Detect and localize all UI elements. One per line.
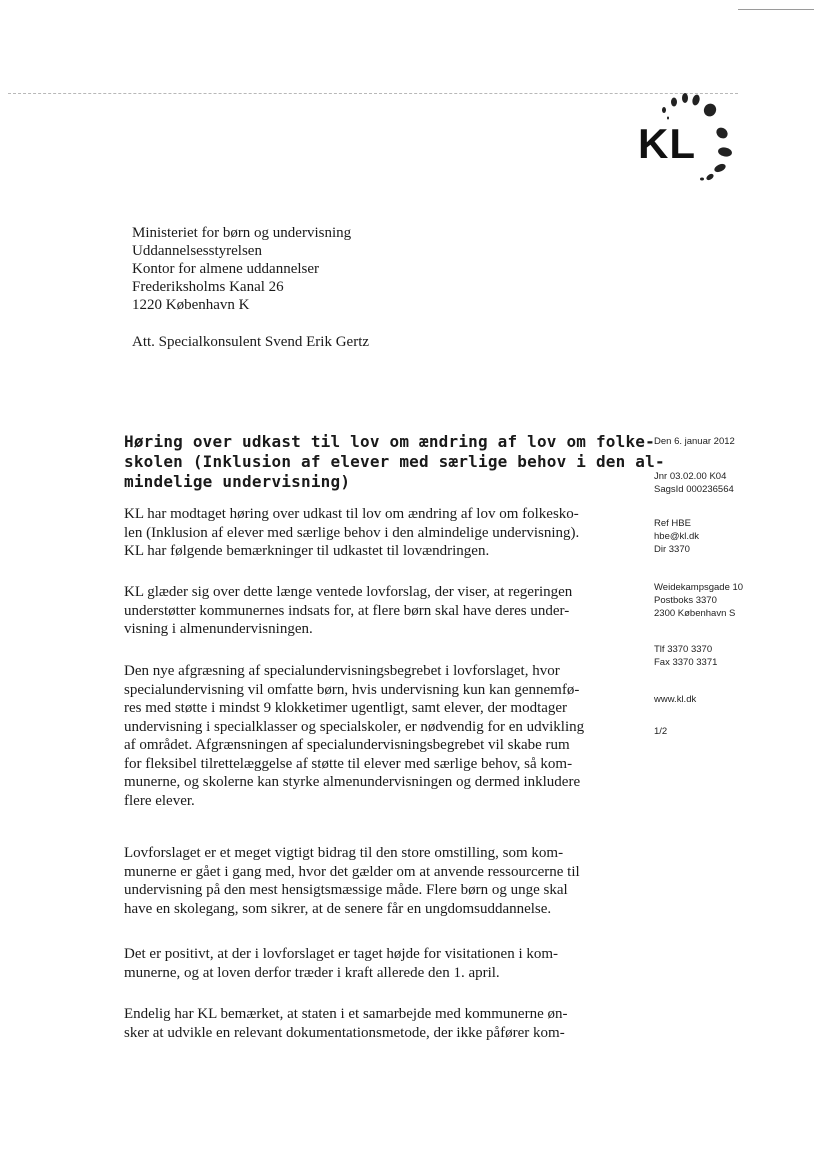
direct-phone: Dir 3370 [654,544,690,555]
text-line: munerne, og skolerne kan styrke almenundervisningen og dermed inkludere [124,774,581,790]
paragraph-6 [124,1005,614,1042]
journal-number: Jnr 03.02.00 K04 [654,471,727,482]
sidebar-date-block [654,435,794,448]
text-line: Det er positivt, at der i lovforslaget er taget højde for visitationen i kom- [124,946,559,962]
paragraph-3 [124,662,614,810]
text-line: have en skolegang, som sikrer, at de senere får en ungdomsuddannelse. [124,900,552,917]
sidebar-contact-block [654,517,794,556]
text-line: af området. Afgrænsningen af specialundervisningsbegrebet vil skabe rum [124,737,570,753]
recipient-line: Ministeriet for børn og undervisning [132,225,352,241]
text-line: understøtter kommunernes indsats for, at flere børn skal have deres under- [124,602,570,619]
street-address: Weidekampsgade 10 [654,582,744,593]
recipient-line: Uddannelsesstyrelsen [132,243,262,259]
fax-number: Fax 3370 3371 [654,657,718,668]
sidebar-web-block [654,693,794,706]
text-line: res med støtte i mindst 9 klokketimer ugentligt, samt elever, der modtager [124,700,568,716]
text-line: specialundervisning vil omfatte børn, hvis undervisning kun kan gennemfø- [124,681,580,698]
recipient-line: Kontor for almene uddannelser [132,261,320,277]
text-line: munerne er gået i gang med, hvor det gælder om at anvende ressourcerne til [124,863,580,880]
scan-artifact-dashed-line [8,93,738,94]
attention-line: Att. Specialkonsulent Svend Erik Gertz [132,334,370,350]
letter-subject-heading [124,432,665,492]
phone-number: Tlf 3370 3370 [654,644,713,655]
paragraph-4 [124,844,614,918]
city-postcode: 2300 København S [654,608,736,619]
logo-wordmark: KL [638,120,696,167]
sidebar-address-block [654,581,794,620]
subject-line: Høring over udkast til lov om ændring af lov om folke- [124,432,655,451]
text-line: for fleksibel tilrettelæggelse af støtte til elever med særlige behov, så kom- [124,755,573,772]
reference-initials: Ref HBE [654,518,691,529]
page-number: 1/2 [654,726,668,737]
text-line: Den nye afgræsning af specialundervisningsbegrebet i lovforslaget, hvor [124,663,560,679]
paragraph-2 [124,583,614,639]
text-line: KL glæder sig over dette længe ventede lovforslag, der viser, at regeringen [124,584,573,600]
subject-line: skolen (Inklusion af elever med særlige behov i den al- [124,452,665,471]
text-line: undervisning i specialklasser og specialskoler, er nødvendig for en udvikling [124,718,585,735]
sidebar-phone-block [654,643,794,669]
text-line: flere elever. [124,792,195,809]
text-line: Endelig har KL bemærket, at staten i et samarbejde med kommunerne øn- [124,1006,568,1022]
postbox: Postboks 3370 [654,595,717,606]
text-line: KL har modtaget høring over udkast til lov om ændring af lov om folkesko- [124,506,579,522]
text-line: KL har følgende bemærkninger til udkastet til lovændringen. [124,543,490,559]
recipient-line: 1220 København K [132,297,250,313]
recipient-line: Frederiksholms Kanal 26 [132,279,284,295]
text-line: munerne, og at loven derfor træder i kraft allerede den 1. april. [124,964,500,981]
sidebar-reference-block [654,470,794,496]
recipient-address [132,224,552,314]
text-line: visning i almenundervisningen. [124,621,313,637]
text-line: sker at udvikle en relevant dokumentationsmetode, der ikke påfører kom- [124,1024,565,1041]
text-line: len (Inklusion af elever med særlige behov i den almindelige undervisning). [124,524,580,541]
subject-line: mindelige undervisning) [124,472,351,491]
paragraph-5 [124,945,614,982]
website-link: www.kl.dk [654,694,697,705]
text-line: Lovforslaget er et meget vigtigt bidrag til den store omstilling, som kom- [124,845,564,861]
scan-artifact-line [738,9,814,10]
contact-email: hbe@kl.dk [654,531,700,542]
letter-date: Den 6. januar 2012 [654,436,735,447]
case-id: SagsId 000236564 [654,484,734,495]
text-line: undervisning på den mest hensigtsmæssige måde. Flere børn og unge skal [124,882,568,898]
kl-logo [632,88,752,188]
paragraph-1 [124,505,614,561]
sidebar-page-block [654,725,794,738]
